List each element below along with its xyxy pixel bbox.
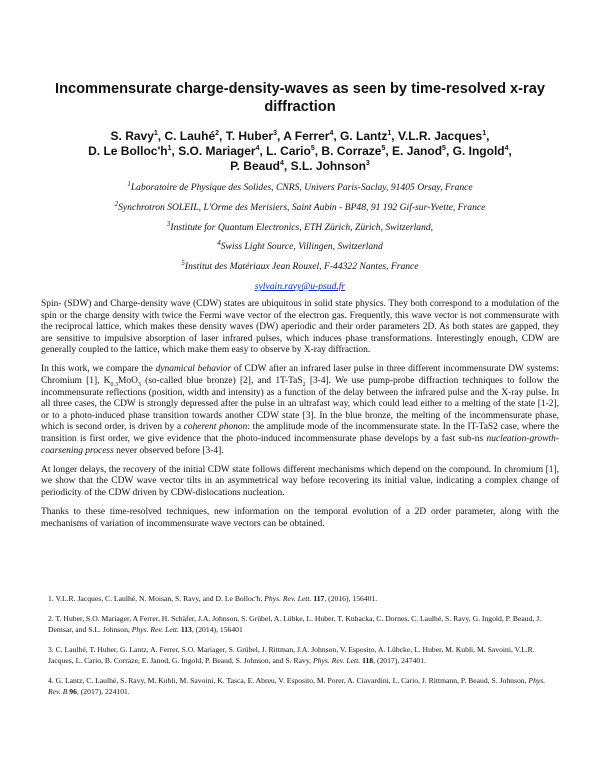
author: B. Corraze$^5$ [321,144,386,158]
paragraph-intro: Spin- (SDW) and Charge-density wave (CDW) states are ubiquitous in solid state physics. They both correspond to a modulation of the spin or the charge density with twice the Fermi wave vector of the electron gas. Frequently, this wave vector is not commensurate with the reciprocal lattice, which makes these density waves (DW) aperiodic and their order parameters 2D. As both states are gapped, they are sensitive to impulsive absorption of laser infrared pulses, which induces phase transformations. Interestingly enough, CDW are generally coupled to the lattice, which make them easy to observe by X-ray diffraction. [41,299,559,356]
author: P. Beaud$^4$ [230,159,284,173]
affiliation: $^4$Swiss Light Source, Villingen, Switzerland [217,239,383,253]
author: D. Le $Bolloc'h^1$ [88,144,172,158]
author: C. Lauhé$^2$ [164,129,220,143]
abstract-body [41,299,559,538]
author: S. Ravy$^1$ [110,129,158,143]
affiliation: $^2$Synchrotron SOLEIL, L'Orme des Merisiers, Saint Aubin - BP48, 91 192 Gif-sur-Yvette, France [114,199,486,213]
paragraph-recovery: At longer delays, the recovery of the initial CDW state follows different mechanisms which depend on the compound. In chromium [1], we show that the CDW wave vector tilts in an asymmetrical way before recovering its initial value, indicating a complex change of periodicity of the CDW driven by CDW-dislocations nucleation. [41,464,559,498]
contact-email-link[interactable]: sylvain.ravy@u-psud.fr [254,280,346,292]
paragraph-conclusion: Thanks to these time-resolved techniques, new information on the temporal evolution of a 2D order parameter, along with the mechanisms of variation of incommensurate wave vectors can be obtained. [41,507,559,529]
author: L. Cario$^5$ [266,144,315,158]
author-list: S. Ravy$^1$, C. Lauhé$^2$, T. Huber$^3$, A Ferrer$^4$, G. Lantz$^1$, V.L.R. Jacques$^1$, D. Le $Bolloc'h^1$, S.O. Mariager$^4$, L. Cario$^5$, B. Corraze$^5$, E. Janod$^5$, G. Ingold$^4$, P. Beaud$^4$, S.L. Johnson$^3$ [88,129,512,173]
affiliation: $^1$Laboratoire de Physique des Solides, CNRS, Univers Paris-Saclay, 91405 Orsay, France [127,179,473,193]
affiliation-list [40,178,560,297]
reference-list [48,593,557,706]
author: G. Ingold$^4$ [452,144,509,158]
affiliation: $^5$Institut des Matériaux Jean Rouxel, F-44322 Nantes, France [181,259,419,273]
reference-item: 3. C. Laulhé, T. Huber, G. Lantz, A. Ferrer, S.O. Mariager, S. Grübel, J. Rittman, J.A. Johnson, V. Esposito, A. Lübcke, L. Huber, M. Kubli, M. Savoini, V.L.R. Jacques, L. Cario, B. Corraze, E. Janod, G. Ingold, P. Beaud, S. Johnson, and S. Ravy, Phys. Rev. Lett. 118, (2017), 247401. [48,644,535,665]
reference-item: 2. T. Huber, S.O. Mariager, A Ferrer, H. Schäfer, J.A. Johnson, S. Grübel, A. Lübke, L. Huber, T. Kubacka, C. Dornes, C. Laulhé, S. Ravy, G. Ingold, P. Beaud, J. Demsar, and S.L. Johnson, Phys. Rev. Lett. 113, (2014), 156401 [48,613,542,634]
author: T. Huber$^3$ [225,129,277,143]
author: S.L. Johnson$^3$ [290,159,370,173]
author: E. Janod$^5$ [392,144,446,158]
author: A Ferrer$^4$ [283,129,334,143]
contact-email-line [40,277,560,297]
author: G. Lantz$^1$ [340,129,392,143]
affiliation: $^3$Institute for Quantum Electronics, ETH Zürich, Zürich, Switzerland, [166,219,434,233]
reference-item: 4. G. Lantz, C. Laulhé, S. Ravy, M. Kubli, M. Savoini, K. Tasca, E. Abreu, V. Esposito, M. Porer, A. Ciavardini, L. Cario, J. Rittmann, P. Beaud, S. Johnson, Phys. Rev. B 96, (2017), 224101. [48,675,546,696]
author: S.O. Mariager$^4$ [178,144,260,158]
paper-title: Incommensurate charge-density-waves as seen by time-resolved x-ray diffraction [55,81,545,115]
paragraph-work: In this work, we compare the dynamical behavior of CDW after an infrared laser pulse in three different incommensurate DW systems: Chromium [1], $K_{0.3}MoO_3$ (so-called blue bronze) [2], and 1T-TaS$_2$ [3-4]. We use pump-probe diffraction techniques to follow the incommensurate reflections (position, width and intensity) as a function of the delay between the infrared pulse and the X-ray pulse. In all three cases, the CDW is strongly depressed after the pulse in an ultrafast way, which could lead either to a melting of the state [1-2], or to a photo-induced phase transition towards another CDW state [3]. In the blue bronze, the melting of the incommensurate phase, which is second order, is driven by a coherent phonon: the amplitude mode of the incommensurate state. In the IT-TaS2 case, where the transition is first order, we give evidence that the photo-induced incommensurate phase develops by a fast sub-ns nucleation-growth-coarsening process never observed before [3-4]. [41,364,560,456]
reference-item: 1. V.L.R. Jacques, C. Laulhé, N. Moisan, S. Ravy, and D. Le Bolloc'h, Phys. Rev. Lett. 117, (2016), 156401. [48,594,378,603]
author: V.L.R. Jacques$^1$ [397,129,487,143]
